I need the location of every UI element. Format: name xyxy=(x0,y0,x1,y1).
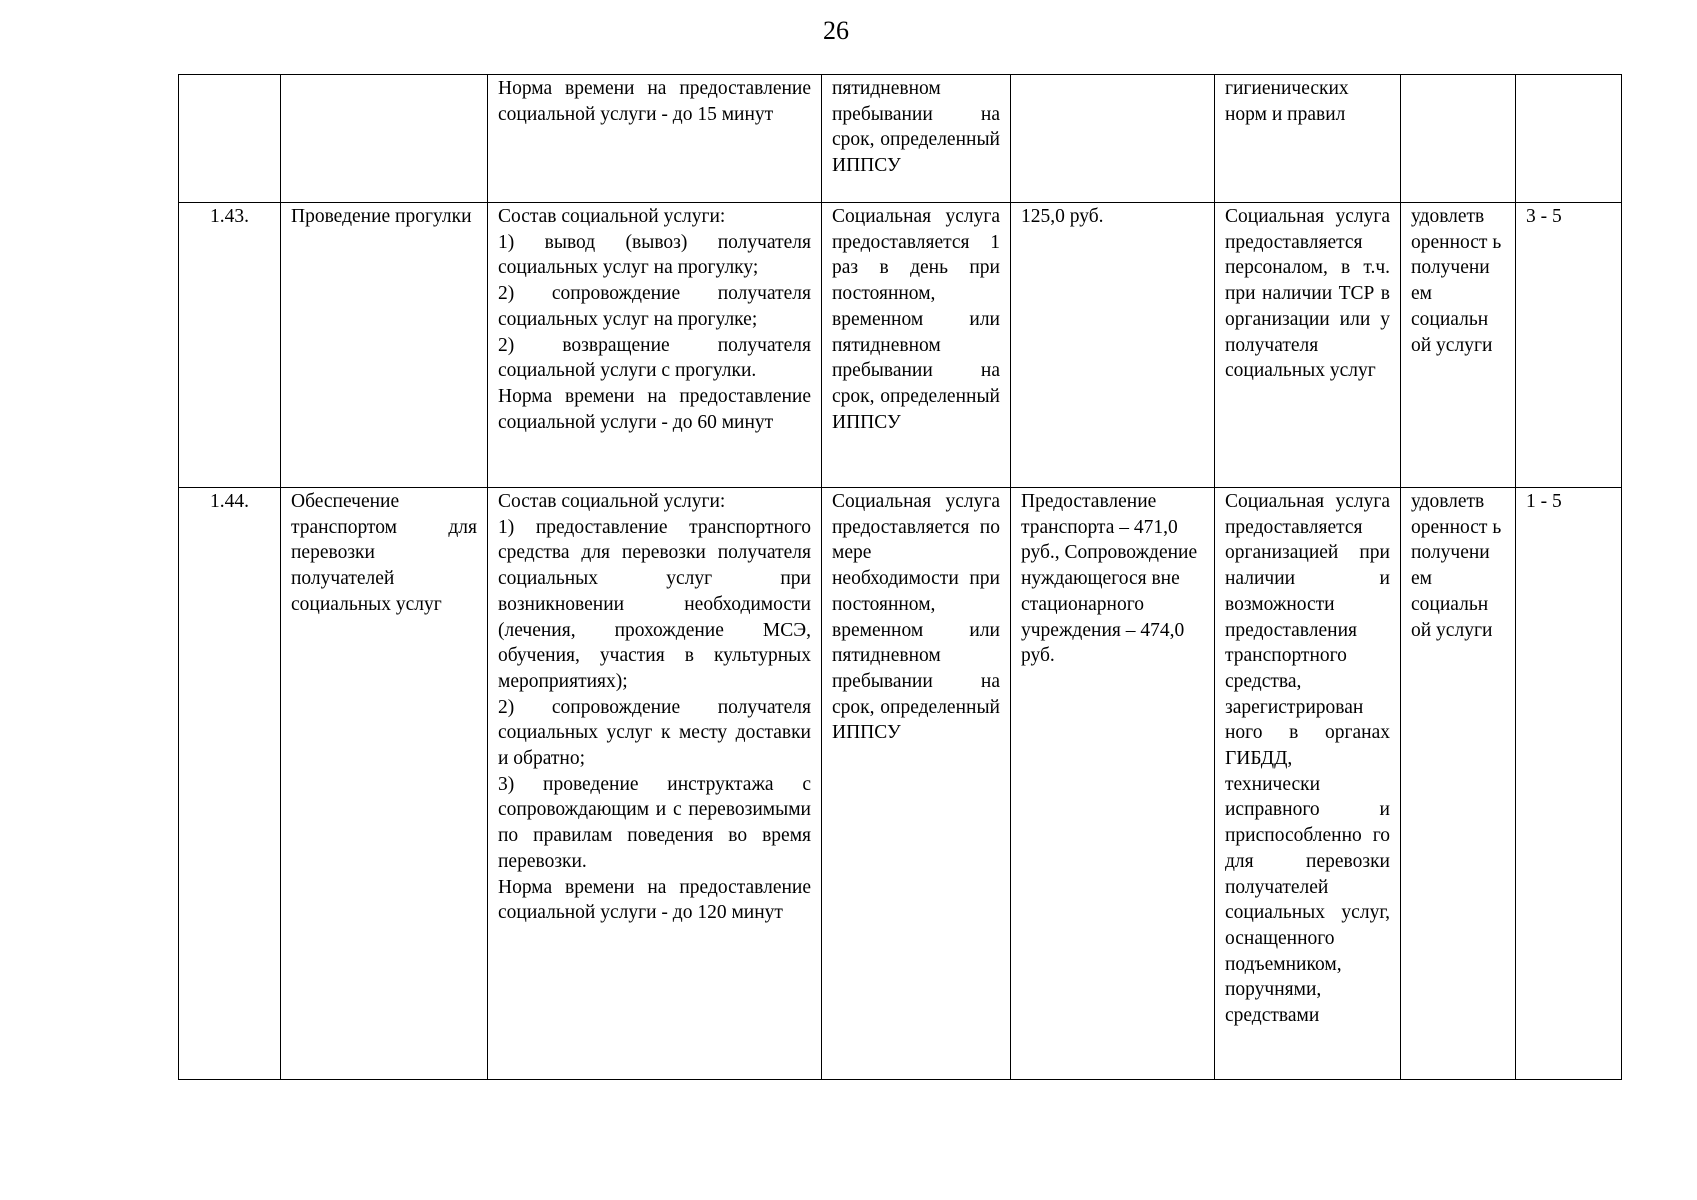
page-number: 26 xyxy=(823,16,849,45)
cell-number: 1.43. xyxy=(179,203,281,488)
table-row xyxy=(179,488,1622,1080)
cell-tariff: 125,0 руб. xyxy=(1011,203,1215,488)
services-table xyxy=(178,74,1622,1080)
table-row xyxy=(179,203,1622,488)
cell-criteria: удовлетв оренност ь получени ем социальн ой услуги xyxy=(1401,203,1516,488)
cell-score xyxy=(1516,75,1622,203)
cell-tariff: Предоставление транспорта – 471,0 руб., Сопровождение нуждающегося вне стационарного учреждения – 474,0 руб. xyxy=(1011,488,1215,1080)
cell-conditions: Социальная услуга предоставляется по мере необходимости при постоянном, временном или пятидневном пребывании на срок, определенный ИППСУ xyxy=(822,488,1011,1080)
cell-criteria: удовлетв оренност ь получени ем социальн ой услуги xyxy=(1401,488,1516,1080)
cell-number: 1.44. xyxy=(179,488,281,1080)
cell-conditions: Социальная услуга предоставляется 1 раз в день при постоянном, временном или пятидневном пребывании на срок, определенный ИППСУ xyxy=(822,203,1011,488)
table-row xyxy=(179,75,1622,203)
cell-composition: Норма времени на предоставление социальной услуги - до 15 минут xyxy=(488,75,822,203)
cell-service-name: Проведение прогулки xyxy=(281,203,488,488)
cell-score: 1 - 5 xyxy=(1516,488,1622,1080)
cell-requirements: Социальная услуга предоставляется организацией при наличии и возможности предоставления транспортного средства, зарегистрирован ного в органах ГИБДД, технически исправного и приспособленно го для перевозки получателей социальных услуг, оснащенного подъемником, поручнями, средствами xyxy=(1215,488,1401,1080)
cell-service-name xyxy=(281,75,488,203)
cell-tariff xyxy=(1011,75,1215,203)
cell-composition: Состав социальной услуги: 1) предоставление транспортного средства для перевозки получателя социальных услуг при возникновении необходимости (лечения, прохождение МСЭ, обучения, участия в культурных мероприятиях); 2) сопровождение получателя социальных услуг к месту доставки и обратно; 3) проведение инструктажа с сопровождающим и с перевозимыми по правилам поведения во время перевозки. Норма времени на предоставление социальной услуги - до 120 минут xyxy=(488,488,822,1080)
cell-composition: Состав социальной услуги: 1) вывод (вывоз) получателя социальных услуг на прогулку; 2) сопровождение получателя социальных услуг на прогулке; 2) возвращение получателя социальной услуги с прогулки. Норма времени на предоставление социальной услуги - до 60 минут xyxy=(488,203,822,488)
cell-criteria xyxy=(1401,75,1516,203)
cell-score: 3 - 5 xyxy=(1516,203,1622,488)
cell-service-name: Обеспечение транспортом для перевозки получателей социальных услуг xyxy=(281,488,488,1080)
cell-number xyxy=(179,75,281,203)
cell-conditions: пятидневном пребывании на срок, определенный ИППСУ xyxy=(822,75,1011,203)
cell-requirements: гигиенических норм и правил xyxy=(1215,75,1401,203)
cell-requirements: Социальная услуга предоставляется персоналом, в т.ч. при наличии ТСР в организации или у получателя социальных услуг xyxy=(1215,203,1401,488)
